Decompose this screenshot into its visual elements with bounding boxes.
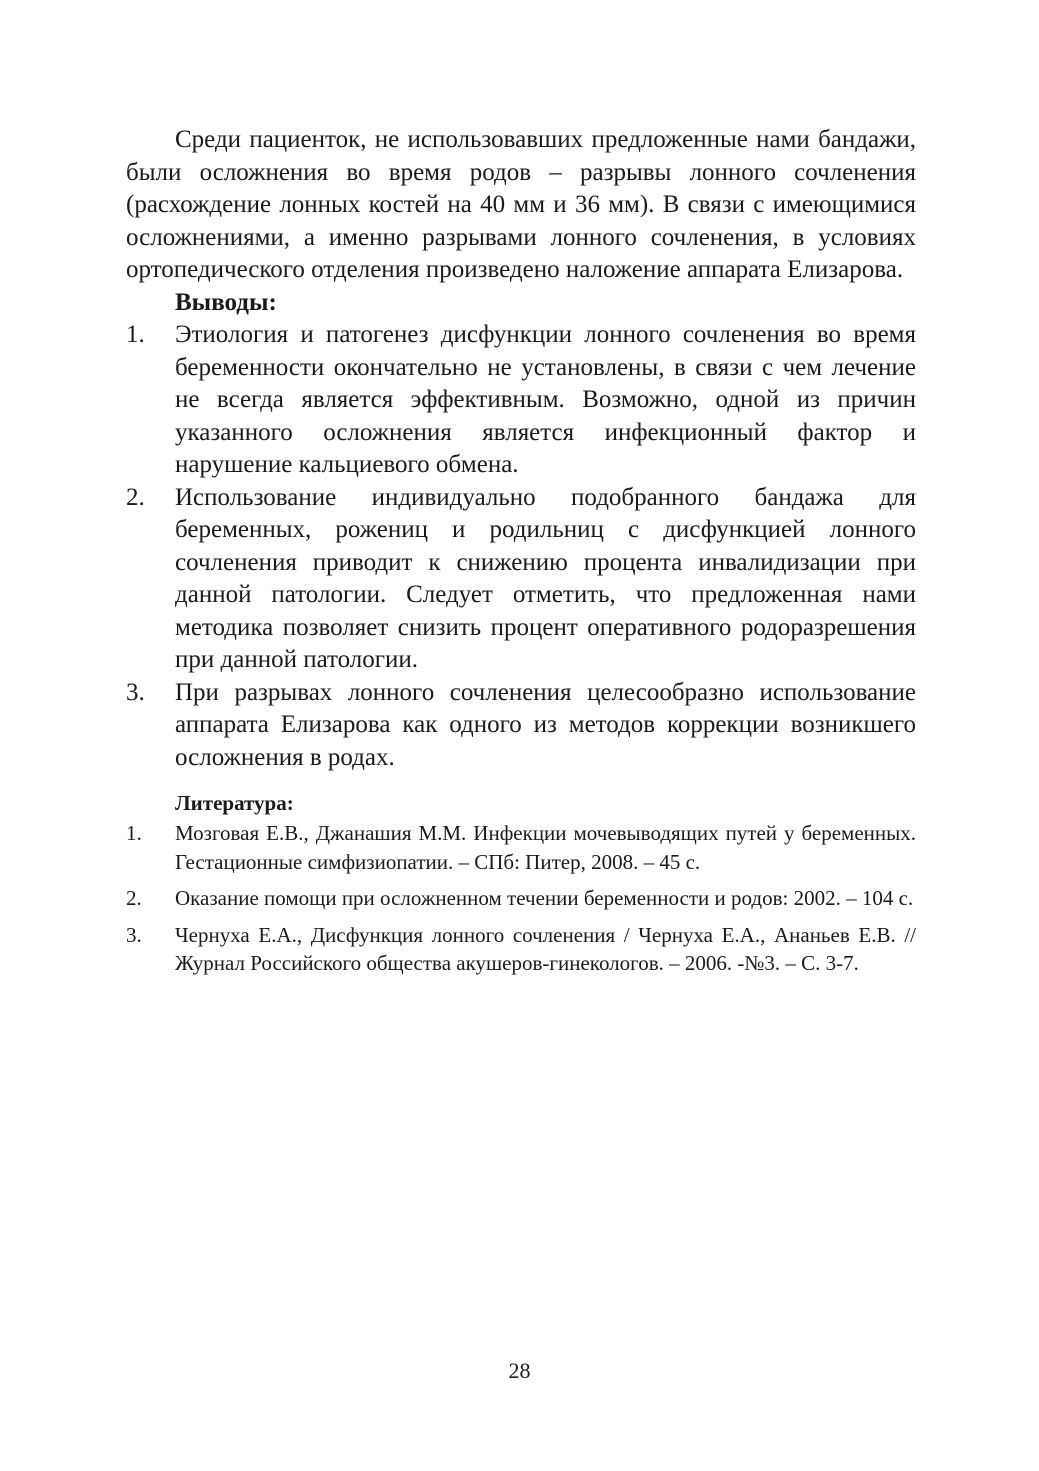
conclusion-item	[126, 319, 916, 482]
reference-number: 3.	[126, 922, 142, 947]
conclusion-number: 1.	[126, 321, 145, 348]
reference-text: Мозговая Е.В., Джанашия М.М. Инфекции мочевыводящих путей у беременных. Гестационные симфизиопатии. – СПб: Питер, 2008. – 45 с.	[175, 821, 916, 874]
reference-item	[126, 921, 916, 978]
literature-heading: Литература:	[175, 791, 294, 815]
conclusions-heading: Выводы:	[175, 288, 277, 316]
conclusion-text: При разрывах лонного сочленения целесообразно использование аппарата Елизарова как одного из методов коррекции возникшего осложнения в родах.	[175, 678, 916, 771]
conclusion-number: 2.	[126, 483, 145, 511]
reference-item	[126, 884, 916, 913]
conclusion-number: 3.	[126, 678, 145, 706]
conclusion-item	[126, 482, 916, 677]
reference-number: 1.	[126, 821, 142, 845]
conclusion-item	[126, 677, 916, 775]
conclusion-text: Этиология и патогенез дисфункции лонного сочленения во время беременности окончательно не установлены, в связи с чем лечение не всегда является эффективным. Возможно, одной из причин указанного осложнения является инфекционный фактор и нарушение кальциевого обмена.	[175, 321, 916, 478]
conclusion-text: Использование индивидуально подобранного бандажа для беременных, рожениц и родильниц с дисфункцией лонного сочленения приводит к снижению процента инвалидизации при данной патологии. Следует отметить, что предложенная нами методика позволяет снизить процент оперативного родоразрешения при данной патологии.	[175, 483, 916, 673]
body-paragraph: Среди пациенток, не использовавших предложенные нами бандажи, были осложнения во время родов – разрывы лонного сочленения (расхождение лонных костей на 40 мм и 36 мм). В связи с имеющимися осложнениями, а именно разрывами лонного сочленения, в условиях ортопедического отделения произведено наложение аппарата Елизарова.	[126, 126, 916, 283]
reference-text: Чернуха Е.А., Дисфункция лонного сочленения / Чернуха Е.А., Ананьев Е.В. // Журнал Российского общества акушеров-гинекологов. – 2006. -№3. – С. 3-7.	[175, 922, 916, 975]
reference-number: 2.	[126, 886, 142, 910]
conclusions-list	[126, 319, 916, 774]
page-content	[126, 124, 916, 986]
reference-text: Оказание помощи при осложненном течении беременности и родов: 2002. – 104 с.	[175, 886, 914, 910]
reference-item	[126, 819, 916, 876]
literature-list	[126, 819, 916, 978]
page-number: 28	[508, 1358, 531, 1383]
